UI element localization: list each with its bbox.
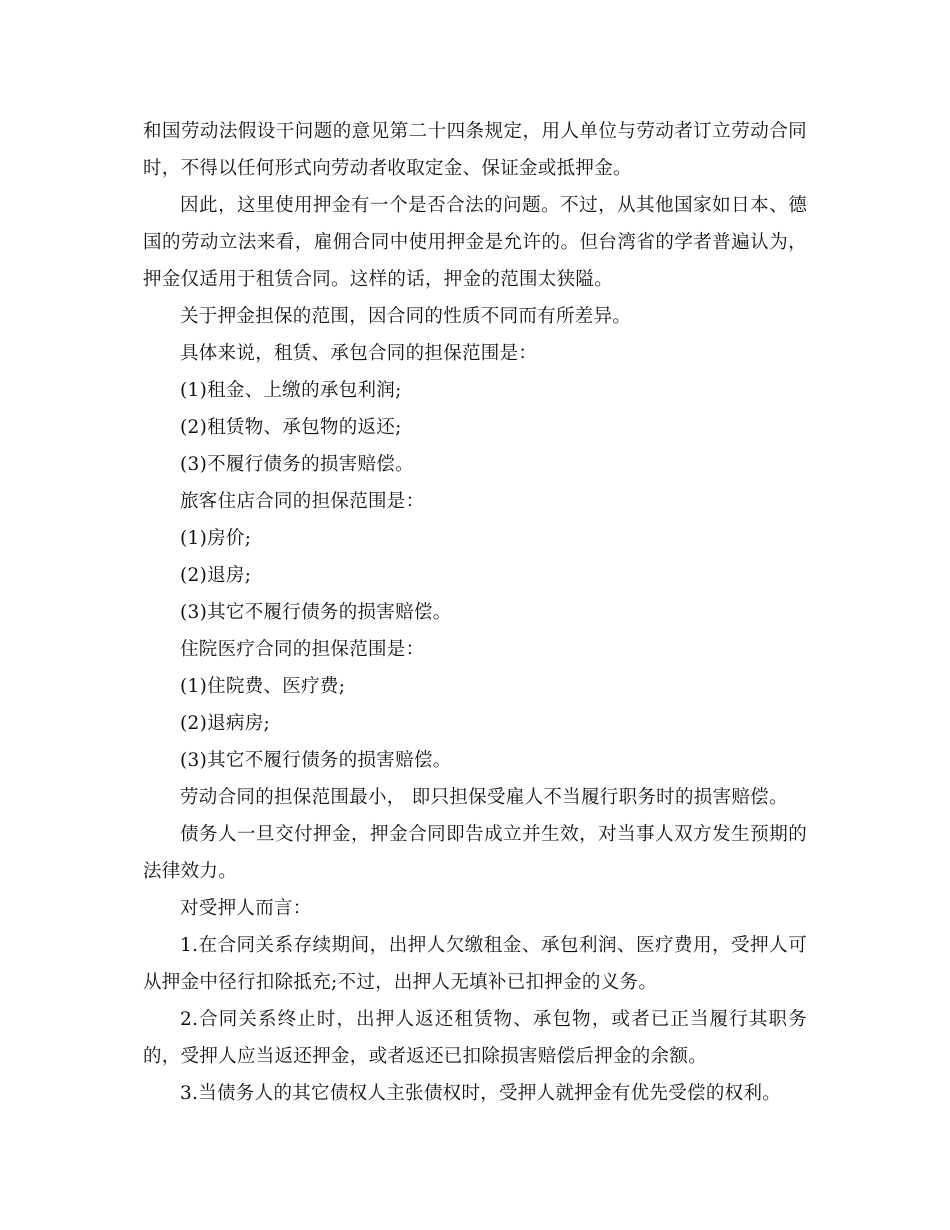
paragraph-legality: 因此，这里使用押金有一个是否合法的问题。不过，从其他国家如日本、德国的劳动立法来看，雇佣合同中使用押金是允许的。但台湾省的学者普遍认为，押金仅适用于租赁合同。这样的话，押金的范围太狭隘。 <box>143 195 807 290</box>
list-item-pledgee-1: 1.在合同关系存续期间，出押人欠缴租金、承包利润、医疗费用，受押人可从押金中径行扣除抵充;不过，出押人无填补已扣押金的义务。 <box>143 935 807 993</box>
paragraph-labor-scope: 劳动合同的担保范围最小， 即只担保受雇人不当履行职务时的损害赔偿。 <box>180 787 788 808</box>
paragraph-lease-scope: 具体来说，租赁、承包合同的担保范围是： <box>180 343 538 364</box>
list-item-hotel-3: (3)其它不履行债务的损害赔偿。 <box>180 602 452 623</box>
list-item-hotel-1: (1)房价; <box>180 528 252 549</box>
paragraph-hotel-scope: 旅客住店合同的担保范围是： <box>180 491 425 512</box>
list-item-lease-3: (3)不履行债务的损害赔偿。 <box>180 454 414 475</box>
paragraph-hospital-scope: 住院医疗合同的担保范围是： <box>180 639 425 660</box>
paragraph-scope-intro: 关于押金担保的范围，因合同的性质不同而有所差异。 <box>180 306 632 327</box>
list-item-hotel-2: (2)退房; <box>180 565 252 586</box>
list-item-lease-2: (2)租赁物、承包物的返还; <box>180 417 402 438</box>
paragraph-effect: 债务人一旦交付押金，押金合同即告成立并生效，对当事人双方发生预期的法律效力。 <box>143 824 807 882</box>
paragraph-pledgee-heading: 对受押人而言： <box>180 898 312 919</box>
list-item-hospital-2: (2)退病房; <box>180 713 271 734</box>
list-item-lease-1: (1)租金、上缴的承包利润; <box>180 380 402 401</box>
document-body <box>143 113 807 1112</box>
list-item-hospital-1: (1)住院费、医疗费; <box>180 676 346 697</box>
list-item-pledgee-3: 3.当债务人的其它债权人主张债权时，受押人就押金有优先受偿的权利。 <box>180 1083 782 1104</box>
list-item-hospital-3: (3)其它不履行债务的损害赔偿。 <box>180 750 452 771</box>
paragraph-continuation: 和国劳动法假设干问题的意见第二十四条规定，用人单位与劳动者订立劳动合同时，不得以任何形式向劳动者收取定金、保证金或抵押金。 <box>143 121 807 179</box>
list-item-pledgee-2: 2.合同关系终止时，出押人返还租赁物、承包物，或者已正当履行其职务的，受押人应当返还押金，或者返还已扣除损害赔偿后押金的余额。 <box>143 1009 807 1067</box>
